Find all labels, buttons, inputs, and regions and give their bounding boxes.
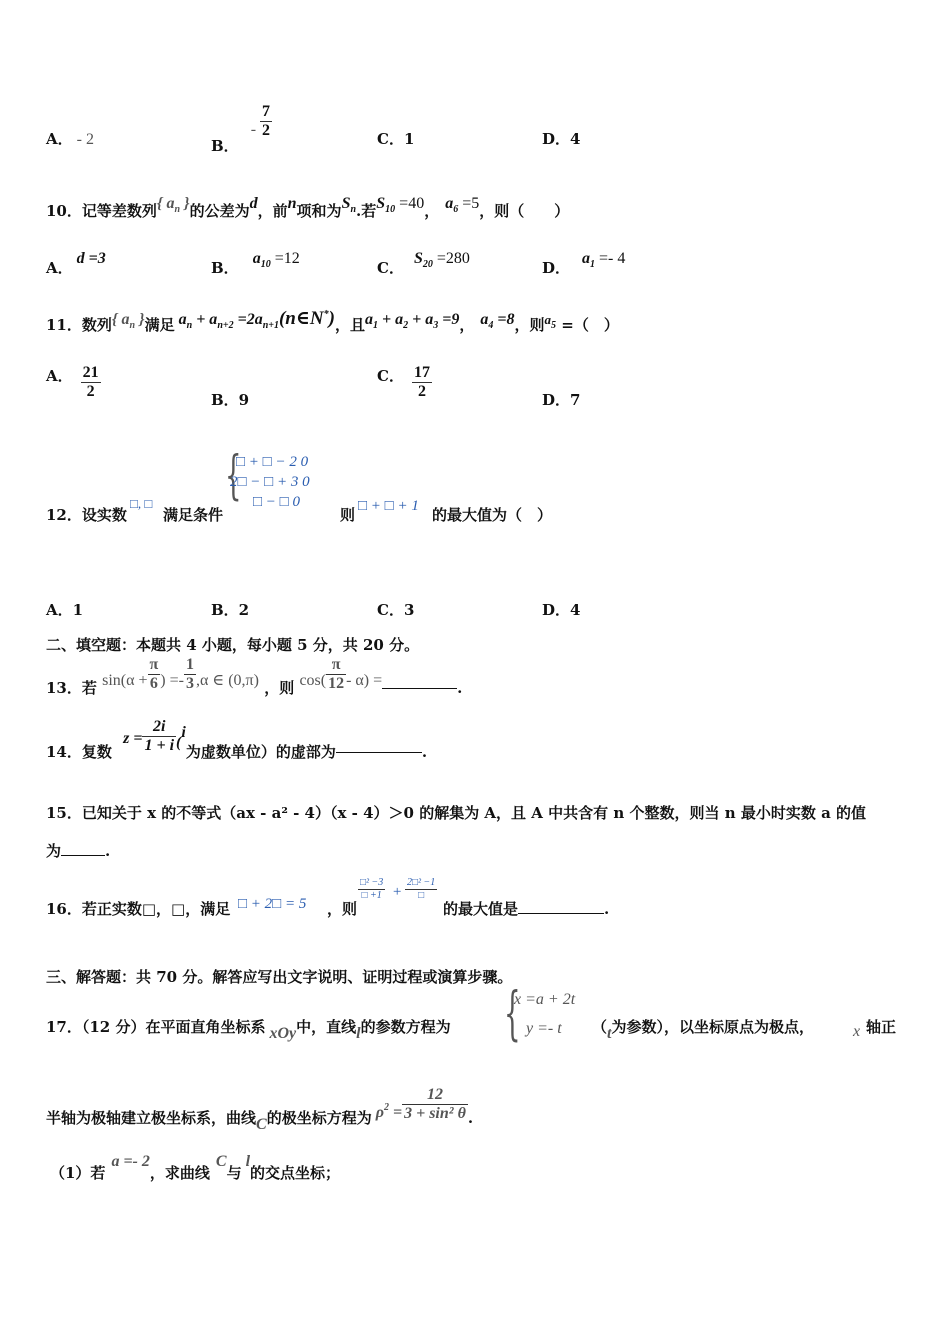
q10-option-a: A．d =3 [46, 250, 106, 277]
section-2-heading: 二、填空题：本题共 4 小题，每小题 5 分，共 20 分。 [46, 636, 420, 654]
q16-fraction-2: $\frac{\text{2□² −1}}{□}$ [407, 877, 436, 901]
question-15-line-1: 15．已知关于 x 的不等式（ax - a² - 4）（x - 4）＞0 的解集为 A，且 A 中共含有 n 个整数，则当 n 最小时实数 a 的值 [46, 804, 867, 822]
q11-option-a: A． $\frac{21}{2}$ [46, 364, 99, 401]
q12-option-a: A．1 [46, 601, 84, 619]
q10-option-b: B．$a_{10} =12$ [211, 250, 300, 277]
q12-objective: □ + □ + 1 [358, 498, 419, 514]
q9-option-a: A． - 2 [46, 130, 94, 148]
q12-constraint-2: 2□ − □ + 3 0 [230, 474, 310, 490]
q16-fraction-1: $\frac{\text{□² −3}}{□ +1}$ [360, 877, 384, 901]
q12-ask: 的最大值为（ ） [432, 506, 553, 524]
q12-constraint-1: □ + □ − 2 0 [236, 454, 309, 470]
q9-option-c: C．1 [377, 130, 415, 148]
question-16: 16．若正实数□，□，满足 [46, 900, 231, 918]
q17-system-brace: { [504, 979, 521, 1047]
question-17-part-1: （1）若a =- 2，求曲线C与l的交点坐标； [50, 1153, 341, 1182]
q12-option-c: C．3 [377, 601, 415, 619]
q9-option-d: D．4 [542, 130, 581, 148]
section-3-heading: 三、解答题：共 70 分。解答应写出文字说明、证明过程或演算步骤。 [46, 968, 513, 986]
q17-param-y: y =- t [526, 1020, 562, 1037]
question-17-line-2: 半轴为极轴建立极坐标系，曲线C的极坐标方程为 $\rho^2$ = $\frac{12}{\text{3 + sin² θ}}$ . [46, 1086, 474, 1133]
q15-answer-blank[interactable] [61, 840, 105, 856]
q12-system-brace: { [225, 446, 242, 506]
q17-param-x: x =a + 2t [514, 991, 576, 1008]
q11-option-c: C． $\frac{17}{2}$ [377, 364, 430, 401]
q10-option-d: D．$a_1 =- 4$ [542, 250, 626, 277]
q11-option-d: D．7 [542, 391, 581, 409]
q17-param-note: （t为参数），以坐标原点为极点， [592, 1018, 814, 1042]
question-13: 13．若 sin(α + $\frac{\pi}{6}$ ) =- $\frac{1}{3}$ ,α ∈ (0,π) ，则 cos( $\frac{\pi}{12}$ - α) = . [46, 656, 463, 697]
q16-plus: + [392, 884, 403, 900]
q17-positive: 轴正 [866, 1018, 897, 1036]
q13-answer-blank[interactable] [382, 688, 457, 689]
q16-condition: □ + 2□ = 5 [238, 896, 307, 912]
q12-then: 则 [340, 506, 356, 524]
question-10: 10．记等差数列{ $a_n$ }的公差为d，前n项和为$S_n$.若$S_{10} =40$， $a_6 =5$，则（ ） [46, 195, 570, 220]
q12-option-b: B．2 [211, 601, 250, 619]
question-14: 14．复数 z = $\frac{2i}{1 + i}$ (i为虚数单位）的虚部为 . [46, 718, 428, 761]
q16-answer-blank[interactable] [518, 898, 604, 914]
question-15-line-2: 为 . [46, 842, 111, 860]
q12-constraint-3: □ − □ 0 [253, 494, 300, 510]
q17-x-axis: x [853, 1023, 861, 1040]
q10-option-c: C．$S_{20} =280$ [377, 250, 470, 277]
q16-then: ，则 [327, 900, 358, 918]
q14-answer-blank[interactable] [336, 752, 422, 753]
question-11: 11．数列{ $a_n$ }满足 $a_n + a_{n+2}$ $=2a_{n+1}(n\in N^*)$，且$a_1 + a_2 + a_3 =9$， $a_4 =8$，则$a_5$ =（ ） [46, 308, 619, 334]
question-17-line-1: 17．（12 分）在平面直角坐标系 xOy中，直线l的参数方程为 [46, 1018, 451, 1042]
q11-option-b: B．9 [211, 391, 250, 409]
q12-option-d: D．4 [542, 601, 581, 619]
q9-option-b: B．- $\frac{7}{2}$ [211, 103, 271, 155]
q16-ask: 的最大值是 . [443, 900, 610, 918]
q12-variables: □, □ [130, 496, 153, 511]
question-12: 12．设实数 [46, 506, 127, 524]
q12-label-conditions: 满足条件 [163, 506, 224, 524]
